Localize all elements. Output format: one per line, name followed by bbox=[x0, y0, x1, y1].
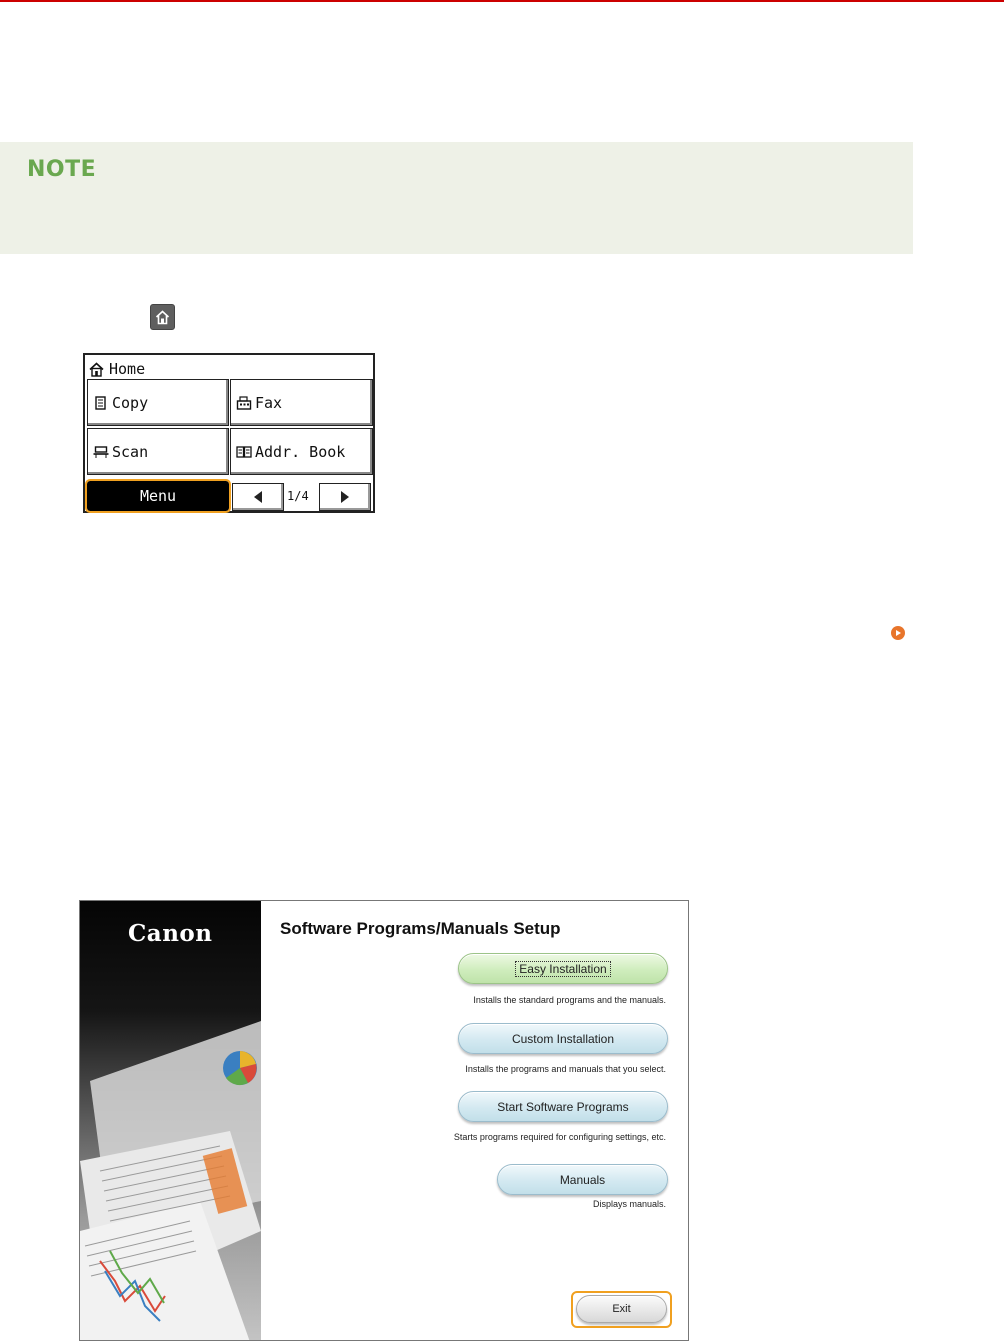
custom-installation-description: Installs the programs and manuals that you select. bbox=[465, 1064, 666, 1074]
installer-window bbox=[79, 900, 689, 1341]
easy-installation-description: Installs the standard programs and the manuals. bbox=[473, 995, 666, 1005]
lcd-home-screen bbox=[83, 353, 375, 513]
easy-installation-label: Easy Installation bbox=[515, 961, 610, 977]
page-indicator: 1/4 bbox=[287, 489, 309, 503]
home-key-icon bbox=[150, 304, 175, 330]
start-software-programs-description: Starts programs required for configuring settings, etc. bbox=[453, 1132, 666, 1142]
exit-label: Exit bbox=[612, 1303, 631, 1315]
note-title: NOTE bbox=[27, 157, 97, 182]
home-icon bbox=[89, 362, 104, 377]
menu-label: Menu bbox=[139, 487, 177, 505]
manuals-label: Manuals bbox=[559, 1172, 606, 1187]
link-arrow-icon[interactable] bbox=[891, 626, 905, 640]
addr-book-button[interactable] bbox=[230, 428, 373, 475]
copy-button[interactable] bbox=[87, 379, 229, 426]
lcd-title-bar bbox=[89, 359, 145, 379]
triangle-right-icon bbox=[340, 490, 350, 504]
top-rule bbox=[0, 0, 1004, 2]
copy-icon bbox=[93, 395, 109, 411]
scan-button[interactable] bbox=[87, 428, 229, 475]
copy-label: Copy bbox=[112, 393, 149, 412]
lcd-title: Home bbox=[109, 360, 146, 378]
exit-highlight-ring bbox=[571, 1291, 672, 1328]
menu-highlight-ring bbox=[85, 479, 231, 513]
custom-installation-label: Custom Installation bbox=[511, 1031, 615, 1046]
installer-side-panel bbox=[80, 901, 261, 1341]
easy-installation-button[interactable] bbox=[458, 953, 668, 984]
note-box bbox=[0, 142, 913, 254]
page-prev-button[interactable] bbox=[232, 483, 284, 511]
address-book-icon bbox=[236, 444, 252, 460]
start-software-programs-label: Start Software Programs bbox=[497, 1099, 629, 1114]
start-software-programs-button[interactable] bbox=[458, 1091, 668, 1122]
custom-installation-button[interactable] bbox=[458, 1023, 668, 1054]
fax-button[interactable] bbox=[230, 379, 373, 426]
fax-icon bbox=[236, 395, 252, 411]
fax-label: Fax bbox=[255, 393, 283, 412]
manuals-button[interactable] bbox=[497, 1164, 668, 1195]
triangle-left-icon bbox=[253, 490, 263, 504]
manuals-description: Displays manuals. bbox=[592, 1199, 666, 1209]
installer-title: Software Programs/Manuals Setup bbox=[280, 919, 561, 938]
scan-label: Scan bbox=[112, 442, 149, 461]
canon-logo: Canon bbox=[128, 920, 213, 947]
scan-icon bbox=[93, 444, 109, 460]
addr-book-label: Addr. Book bbox=[255, 442, 346, 461]
page-next-button[interactable] bbox=[319, 483, 371, 511]
documents-illustration bbox=[80, 901, 261, 1341]
